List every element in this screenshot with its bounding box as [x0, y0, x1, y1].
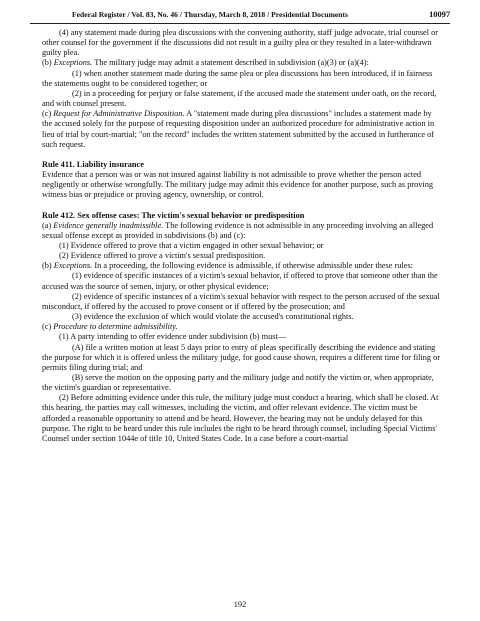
subdivision-label: (c) [42, 109, 52, 119]
rule-411-heading: Rule 411. Liability insurance [42, 159, 144, 169]
subdivision-label: (b) [42, 58, 52, 68]
subdivision-410-b [42, 58, 442, 68]
subdivision-heading: Procedure to determine admissibility. [53, 322, 178, 332]
subdivision-412-c [42, 322, 442, 332]
page-folio: 192 [233, 600, 247, 609]
subdivision-412-b [42, 261, 442, 271]
paragraph-410-a4: (4) any statement made during plea discussions with the convening authority, staff judge advocate, trial counsel or other counsel for the government if the discussions did not result in a guilty plea or they resulted in a later-withdrawn guilty plea. [42, 28, 439, 58]
running-header [30, 7, 450, 24]
section-gap [42, 201, 442, 211]
paragraph-410-b1: (1) when another statement made during the same plea or plea discussions has been introduced, if in fairness the statements ought to be considered together; or [42, 68, 433, 88]
subdivision-text: The military judge may admit a statement described in subdivision (a)(3) or (a)(4): [94, 58, 369, 68]
subdivision-heading: Exceptions. [53, 58, 93, 68]
rule-412-heading: Rule 412. Sex offense cases: The victim's sexual behavior or predisposition [42, 210, 305, 220]
section-gap [42, 150, 442, 160]
subdivision-text: In a proceeding, the following evidence is admissible, if otherwise admissible under these rules: [94, 261, 413, 271]
running-title: Federal Register / Vol. 83, No. 46 / Thursday, March 8, 2018 / Presidential Documents [72, 10, 348, 19]
paragraph-412-c1B: (B) serve the motion on the opposing party and the military judge and notify the victim or, when appropriate, the victim's guardian or representative. [42, 373, 434, 393]
paragraph-411: Evidence that a person was or was not insured against liability is not admissible to prove whether the person acted negligently or otherwise wrongfully. The military judge may admit this evidence for another purpose, such as proving witness bias or prejudice or proving agency, ownership, or control. [42, 170, 434, 200]
paragraph-412-b1: (1) evidence of specific instances of a victim's sexual behavior, if offered to prove that someone other than the accused was the source of semen, injury, or other physical evidence; [42, 271, 438, 291]
subdivision-heading: Request for Administrative Disposition. [53, 109, 185, 119]
header-page-number: 10097 [429, 10, 450, 19]
paragraph-412-b2: (2) evidence of specific instances of a victim's sexual behavior with respect to the person accused of the sexual misconduct, if offered by the accused to prove consent or if offered by the prosecution; and [42, 291, 440, 311]
subdivision-heading: Evidence generally inadmissible. [53, 220, 164, 230]
paragraph-412-c2: (2) Before admitting evidence under this rule, the military judge must conduct a hearing, which shall be closed. At this hearing, the parties may call witnesses, including the victim, and offer relevant evidence. The victim must be afforded a reasonable opportunity to attend and be heard. However, the hearing may not be unduly delayed for this purpose. The right to be heard under this rule includes the right to be heard through counsel, including Special Victims' Counsel under section 1044e of title 10, United States Code. In a case before a court-martial [42, 393, 439, 443]
document-body [42, 28, 442, 444]
paragraph-410-b2: (2) in a proceeding for perjury or false statement, if the accused made the statement under oath, on the record, and with counsel present. [42, 88, 437, 109]
paragraph-412-a2: (2) Evidence offered to prove a victim's sexual predisposition. [59, 251, 266, 261]
paragraph-412-b3: (3) evidence the exclusion of which would violate the accused's constitutional rights. [72, 312, 354, 322]
subdivision-410-c [42, 109, 442, 150]
subdivision-label: (a) [42, 220, 52, 230]
paragraph-412-c1A: (A) file a written motion at least 5 days prior to entry of pleas specifically describing the evidence and stating the purpose for which it is offered unless the military judge, for good cause shown, requires a different time for filing or permits filing during trial; and [42, 342, 441, 372]
subdivision-text: The following evidence is not admissible in any proceeding involving an alleged sexual offense except as provided in subdivisions (b) and (c): [42, 220, 434, 240]
subdivision-text: A "statement made during plea discussions" includes a statement made by the accused solely for the purpose of requesting disposition under an authorized procedure for administrative action in lieu of trial by court-martial; "on the record" includes the written statement submitted by the accused in furtherance of such request. [42, 109, 435, 149]
paragraph-412-c1: (1) A party intending to offer evidence under subdivision (b) must— [59, 332, 287, 342]
subdivision-heading: Exceptions. [53, 261, 93, 271]
paragraph-412-a1: (1) Evidence offered to prove that a victim engaged in other sexual behavior; or [59, 240, 324, 250]
subdivision-label: (b) [42, 261, 52, 271]
subdivision-label: (c) [42, 322, 52, 332]
subdivision-412-a [42, 221, 442, 241]
